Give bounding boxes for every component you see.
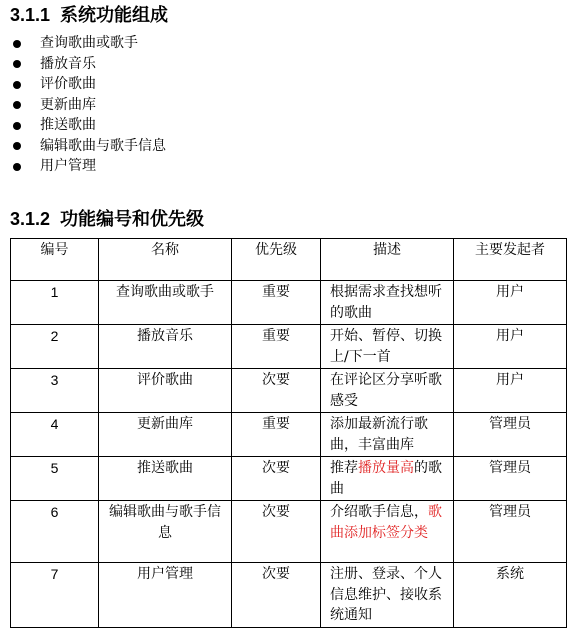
list-item-text: 评价歌曲 — [40, 76, 96, 92]
list-item-text: 查询歌曲或歌手 — [40, 35, 138, 51]
table-row — [11, 413, 567, 457]
bullet-icon — [13, 40, 21, 48]
cell-initiator: 管理员 — [454, 501, 567, 563]
list-item-text: 播放音乐 — [40, 55, 96, 72]
description-text: 在评论区分享听歌感受 — [330, 372, 442, 409]
cell-name: 用户管理 — [99, 563, 232, 628]
cell-description — [321, 457, 454, 501]
table-row — [11, 369, 567, 413]
list-item — [10, 115, 166, 136]
cell-priority: 次要 — [232, 457, 321, 501]
cell-name: 推送歌曲 — [99, 457, 232, 501]
description-text: 添加最新流行歌曲，丰富曲库 — [330, 416, 428, 453]
section-number: 3.1.2 — [10, 209, 51, 229]
list-item-text: 推送歌曲 — [40, 117, 96, 133]
bullet-icon — [13, 163, 21, 171]
cell-name: 播放音乐 — [99, 325, 232, 369]
cell-priority: 次要 — [232, 563, 321, 628]
bullet-icon — [13, 142, 21, 150]
cell-initiator: 用户 — [454, 281, 567, 325]
cell-initiator: 用户 — [454, 325, 567, 369]
cell-description — [321, 281, 454, 325]
function-priority-table — [10, 238, 567, 628]
highlighted-text: 播放量高 — [358, 460, 414, 476]
cell-id: 5 — [11, 457, 99, 501]
cell-description — [321, 563, 454, 628]
table-row — [11, 325, 567, 369]
cell-name: 评价歌曲 — [99, 369, 232, 413]
header-description: 描述 — [321, 239, 454, 281]
cell-initiator: 系统 — [454, 563, 567, 628]
description-text: 开始、暂停、切换上/下一首 — [330, 328, 442, 365]
list-item — [10, 136, 166, 157]
cell-description — [321, 413, 454, 457]
table-row — [11, 281, 567, 325]
list-item-text: 用户管理 — [40, 158, 96, 174]
header-initiator: 主要发起者 — [454, 239, 567, 281]
section-title: 系统功能组成 — [60, 5, 169, 26]
table-row — [11, 563, 567, 628]
description-text: 根据需求查找想听的歌曲 — [330, 284, 442, 321]
list-item — [10, 156, 166, 177]
table-body — [11, 281, 567, 628]
cell-description — [321, 325, 454, 369]
description-text: 介绍歌手信息， — [330, 504, 428, 520]
description-text: 推荐 — [330, 460, 358, 476]
list-item — [10, 74, 166, 95]
cell-id: 7 — [11, 563, 99, 628]
cell-priority: 重要 — [232, 413, 321, 457]
table-header-row — [11, 239, 567, 281]
feature-list — [10, 33, 166, 177]
cell-id: 3 — [11, 369, 99, 413]
bullet-icon — [13, 60, 21, 68]
cell-description — [321, 369, 454, 413]
highlighted-text: 歌曲添加标签分类 — [330, 504, 442, 541]
header-name: 名称 — [99, 239, 232, 281]
list-item — [10, 95, 166, 116]
table-row — [11, 501, 567, 563]
cell-description — [321, 501, 454, 563]
section-number: 3.1.1 — [10, 5, 51, 25]
cell-name: 更新曲库 — [99, 413, 232, 457]
list-item-text: 更新曲库 — [40, 96, 96, 113]
header-id: 编号 — [11, 239, 99, 281]
table-row — [11, 457, 567, 501]
list-item — [10, 33, 166, 54]
bullet-icon — [13, 122, 21, 130]
cell-priority: 次要 — [232, 369, 321, 413]
section-heading-system-functions — [10, 4, 168, 27]
cell-id: 2 — [11, 325, 99, 369]
cell-priority: 次要 — [232, 501, 321, 563]
section-title: 功能编号和优先级 — [60, 209, 205, 230]
bullet-icon — [13, 81, 21, 89]
header-priority: 优先级 — [232, 239, 321, 281]
cell-initiator: 用户 — [454, 369, 567, 413]
list-item-text: 编辑歌曲与歌手信息 — [40, 137, 166, 154]
list-item — [10, 54, 166, 75]
cell-initiator: 管理员 — [454, 413, 567, 457]
cell-initiator: 管理员 — [454, 457, 567, 501]
cell-id: 1 — [11, 281, 99, 325]
description-text: 的歌曲 — [330, 460, 442, 497]
section-heading-function-priority — [10, 208, 204, 231]
cell-priority: 重要 — [232, 281, 321, 325]
cell-name: 查询歌曲或歌手 — [99, 281, 232, 325]
cell-id: 6 — [11, 501, 99, 563]
description-text: 注册、登录、个人信息维护、接收系统通知 — [330, 566, 442, 623]
cell-name: 编辑歌曲与歌手信息 — [99, 501, 232, 563]
bullet-icon — [13, 101, 21, 109]
cell-priority: 重要 — [232, 325, 321, 369]
cell-id: 4 — [11, 413, 99, 457]
